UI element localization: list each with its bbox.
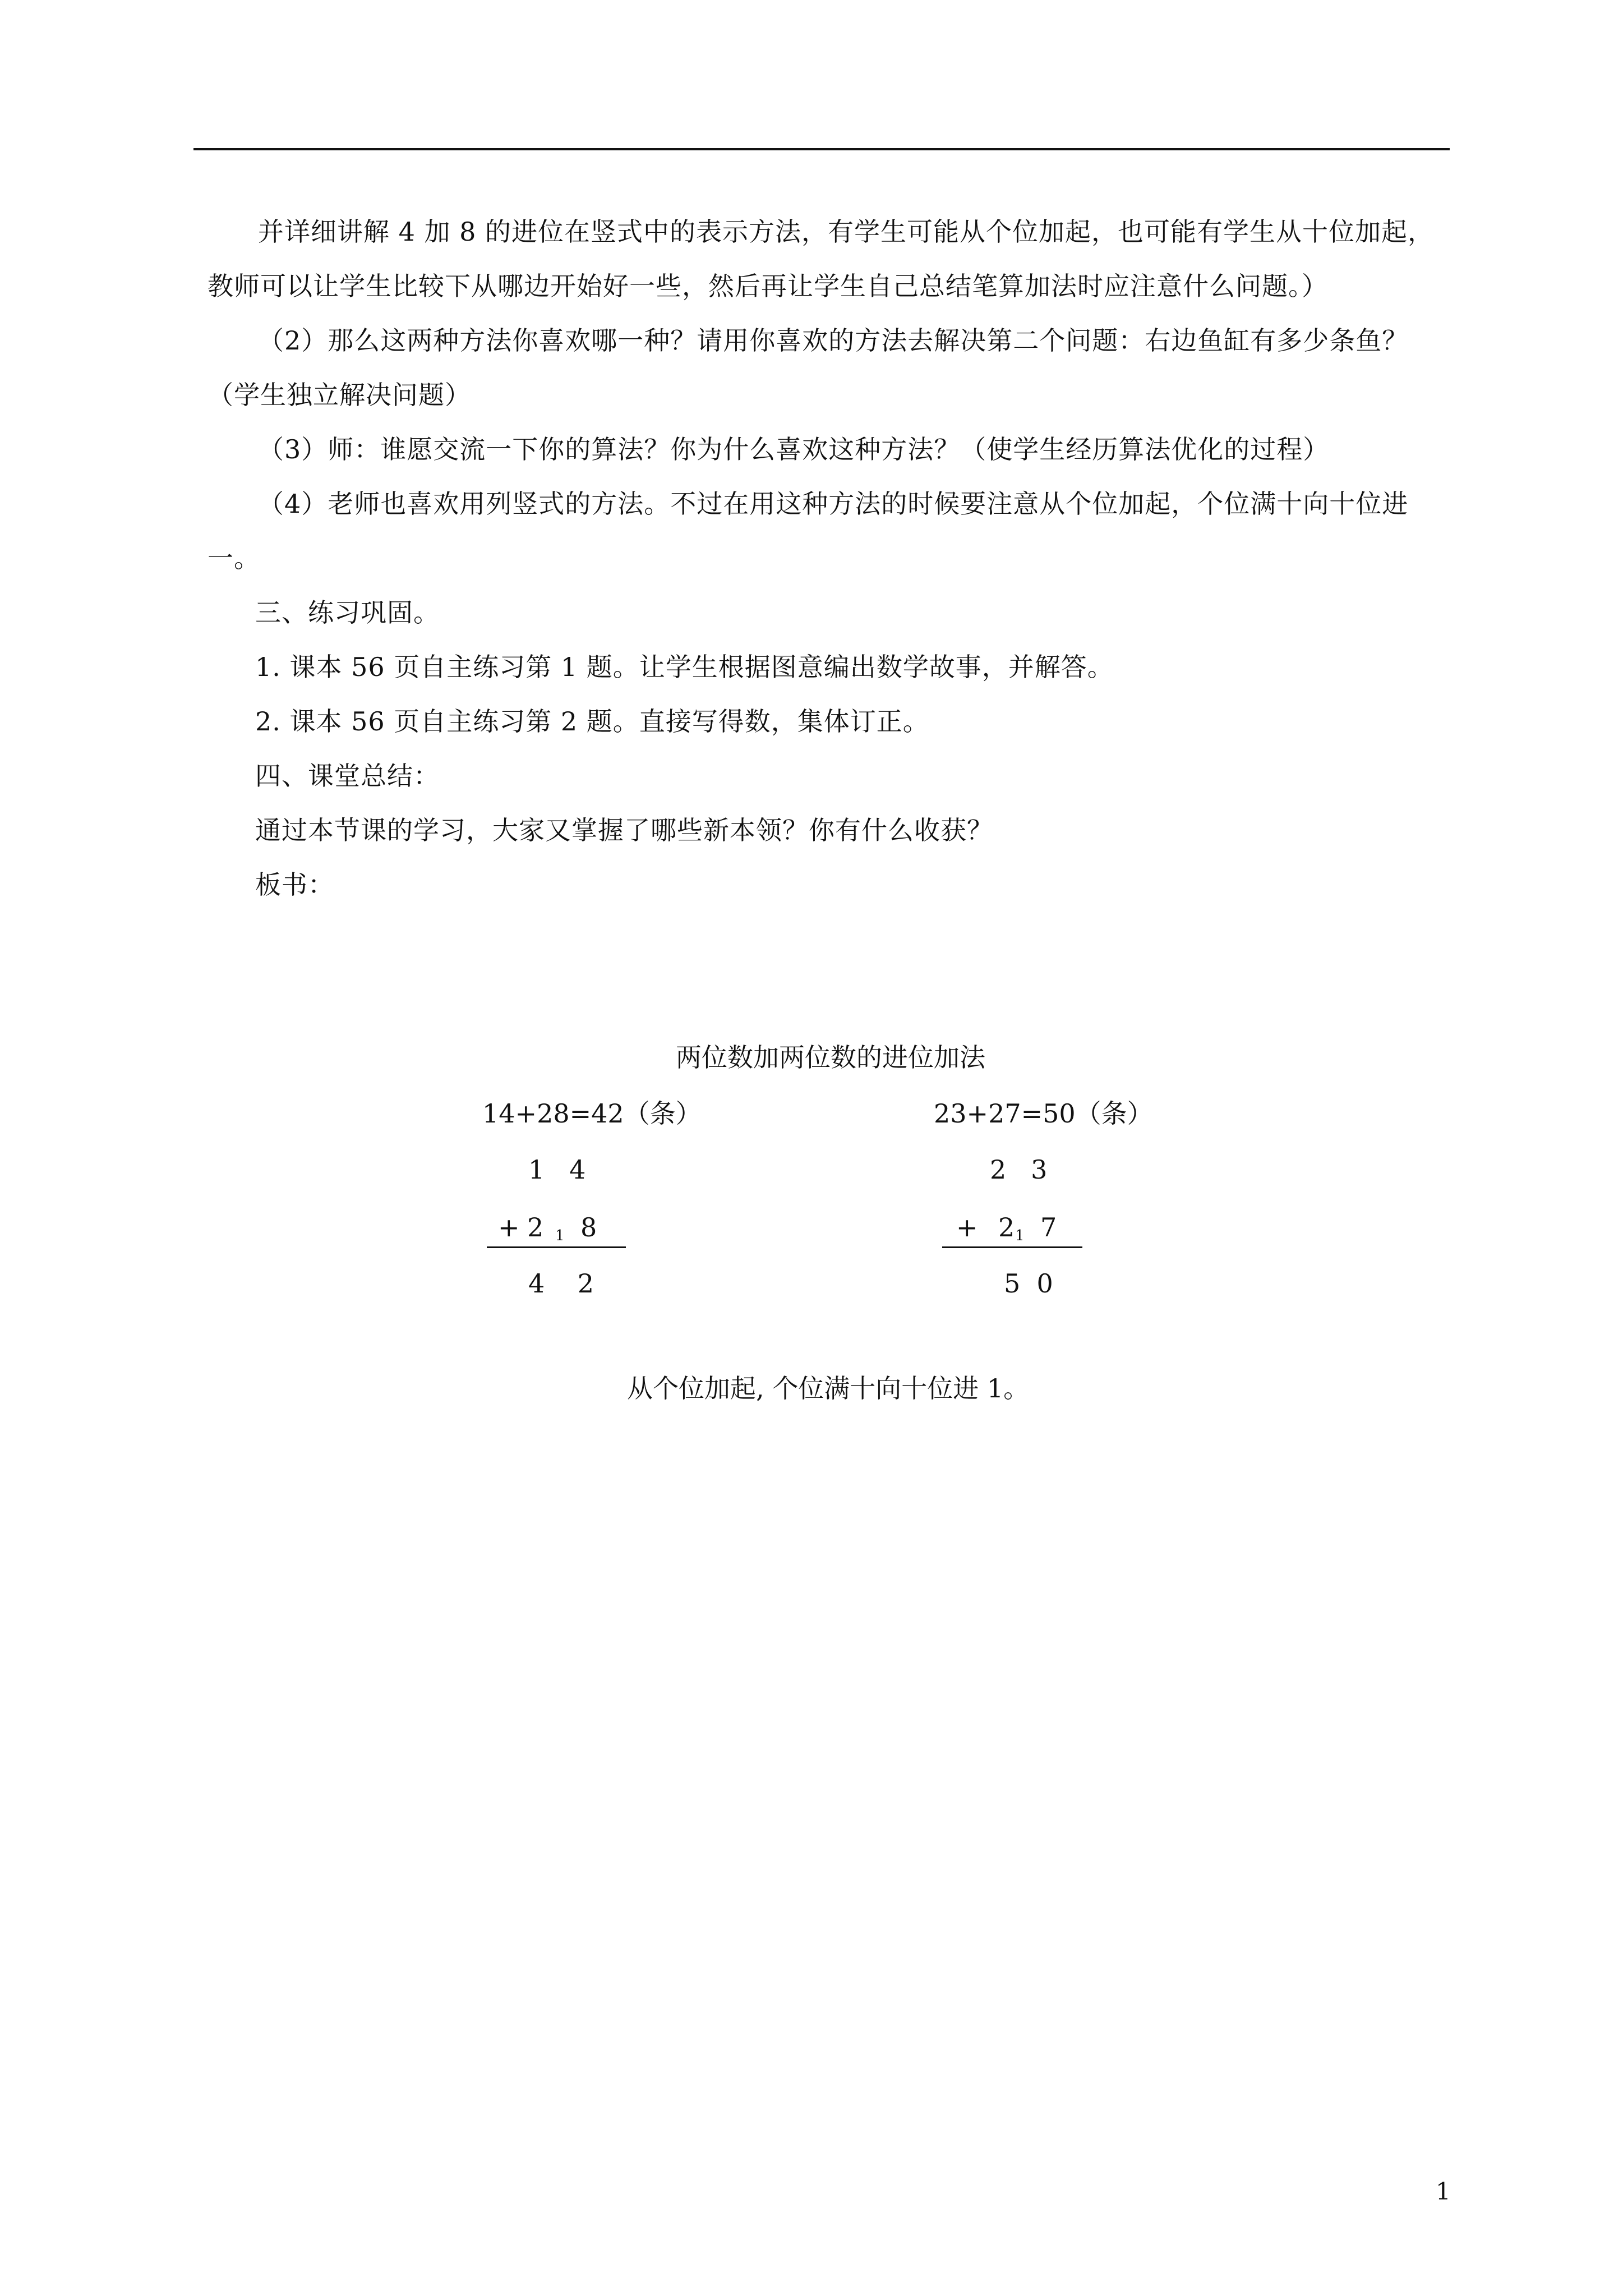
left-top-row: 1 4 bbox=[528, 1154, 586, 1185]
practice-item-1: 1. 课本 56 页自主练习第 1 题。让学生根据图意编出数学故事，并解答。 bbox=[255, 652, 1114, 682]
section-heading-practice: 三、练习巩固。 bbox=[255, 597, 440, 628]
left-ones-digit: 8 bbox=[580, 1212, 597, 1243]
left-equation: 14+28=42（条） bbox=[482, 1098, 702, 1129]
paragraph-explanation: 并详细讲解 4 加 8 的进位在竖式中的表示方法，有学生可能从个位加起，也可能有学生从十位加起，教师可以让学生比较下从哪边开始好一些，然后再让学生自己总结笔算加法时应注意什么问题。） bbox=[208, 217, 1435, 301]
paragraph-question-2: （2）那么这两种方法你喜欢哪一种？请用你喜欢的方法去解决第二个问题：右边鱼缸有多少条鱼？（学生独立解决问题） bbox=[208, 325, 1409, 410]
paragraph-question-3: （3）师：谁愿交流一下你的算法？你为什么喜欢这种方法？（使学生经历算法优化的过程） bbox=[258, 434, 1330, 464]
section-heading-summary: 四、课堂总结： bbox=[255, 761, 440, 791]
right-plus-sign: + bbox=[956, 1212, 978, 1243]
right-sum-line bbox=[942, 1246, 1082, 1248]
board-rule-text: 从个位加起, 个位满十向十位进 1。 bbox=[627, 1373, 1030, 1404]
practice-item-2: 2. 课本 56 页自主练习第 2 题。直接写得数，集体订正。 bbox=[255, 706, 929, 737]
board-title: 两位数加两位数的进位加法 bbox=[676, 1042, 985, 1073]
left-result: 4 2 bbox=[528, 1268, 594, 1299]
summary-question: 通过本节课的学习，大家又掌握了哪些新本领？你有什么收获？ bbox=[255, 815, 993, 845]
left-plus-sign: + bbox=[498, 1212, 520, 1243]
right-tens-digit: 2 bbox=[998, 1212, 1015, 1243]
header-rule bbox=[193, 148, 1450, 150]
board-label: 板书： bbox=[255, 869, 334, 900]
left-tens-digit: 2 bbox=[527, 1212, 544, 1243]
lesson-body bbox=[208, 205, 1441, 912]
right-result: 5 0 bbox=[1004, 1268, 1053, 1299]
right-ones-digit: 7 bbox=[1040, 1212, 1057, 1243]
paragraph-question-4: （4）老师也喜欢用列竖式的方法。不过在用这种方法的时候要注意从个位加起，个位满十向十位进一。 bbox=[208, 489, 1409, 573]
page-number: 1 bbox=[1436, 2178, 1451, 2205]
right-top-row: 2 3 bbox=[990, 1154, 1048, 1185]
left-carry-digit: 1 bbox=[555, 1227, 565, 1244]
right-carry-digit: 1 bbox=[1015, 1227, 1025, 1244]
left-sum-line bbox=[487, 1246, 626, 1248]
right-equation: 23+27=50（条） bbox=[934, 1098, 1153, 1129]
